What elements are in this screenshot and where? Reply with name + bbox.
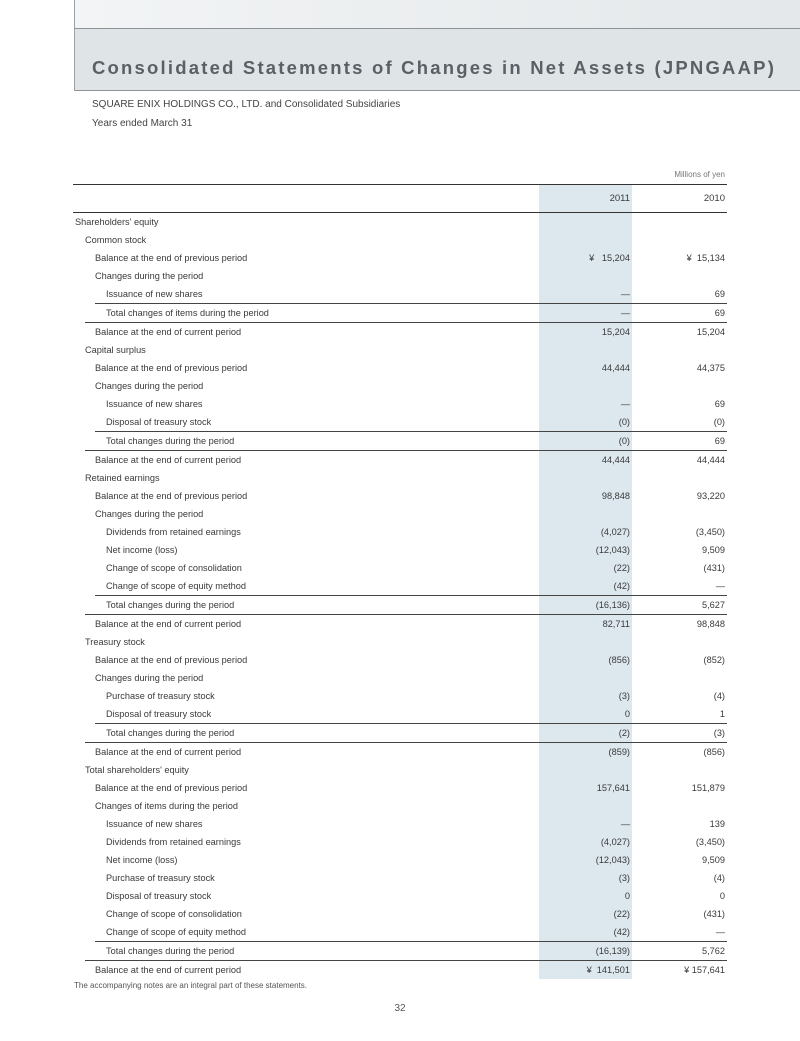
table-row xyxy=(73,249,727,267)
table-row xyxy=(73,523,727,541)
table-row xyxy=(73,505,727,523)
table-row xyxy=(73,833,727,851)
value-2010: 15,204 xyxy=(696,327,725,337)
value-2011: (2) xyxy=(618,728,630,738)
row-label: Dividends from retained earnings xyxy=(106,837,241,847)
value-2011: (4,027) xyxy=(600,527,630,537)
value-2011: (16,136) xyxy=(595,600,630,610)
row-label: Balance at the end of current period xyxy=(95,747,242,757)
row-label: Issuance of new shares xyxy=(106,819,203,829)
table-row xyxy=(85,614,727,633)
value-2010: 93,220 xyxy=(696,491,725,501)
table-row xyxy=(73,705,727,723)
table-row xyxy=(95,431,727,450)
value-2010 xyxy=(632,761,727,779)
table-row xyxy=(85,450,727,469)
table-row xyxy=(73,487,727,505)
row-label: Purchase of treasury stock xyxy=(106,873,215,883)
table-row xyxy=(73,285,727,303)
value-2010: 139 xyxy=(709,819,725,829)
row-label: Issuance of new shares xyxy=(106,399,203,409)
value-2011: (0) xyxy=(618,417,630,427)
value-2010: (0) xyxy=(713,417,725,427)
table-row xyxy=(73,905,727,923)
table-row xyxy=(73,359,727,377)
table-row xyxy=(73,231,727,249)
table-row xyxy=(73,851,727,869)
row-label: Balance at the end of previous period xyxy=(95,655,248,665)
row-label: Change of scope of consolidation xyxy=(106,909,242,919)
value-2010: — xyxy=(715,927,725,937)
value-2010: (856) xyxy=(703,747,725,757)
table-row xyxy=(73,633,727,651)
value-2011 xyxy=(539,633,632,651)
table-row xyxy=(73,815,727,833)
value-2011: 157,641 xyxy=(596,783,630,793)
row-label: Capital surplus xyxy=(85,345,146,355)
row-label: Balance at the end of current period xyxy=(95,619,242,629)
value-2011: (12,043) xyxy=(595,855,630,865)
value-2010: 9,509 xyxy=(702,545,725,555)
row-label: Net income (loss) xyxy=(106,855,178,865)
value-2010: ¥ 157,641 xyxy=(684,965,725,975)
value-2010: 69 xyxy=(714,308,725,318)
value-2011: (42) xyxy=(613,927,630,937)
table-row xyxy=(95,941,727,960)
fiscal-period: Years ended March 31 xyxy=(92,118,193,129)
value-2010: 44,375 xyxy=(696,363,725,373)
row-label: Total changes during the period xyxy=(106,728,235,738)
value-2010: 69 xyxy=(714,289,725,299)
row-label: Dividends from retained earnings xyxy=(106,527,241,537)
value-2011 xyxy=(539,469,632,487)
row-label: Change of scope of equity method xyxy=(106,581,246,591)
value-2010: (3,450) xyxy=(695,527,725,537)
table-row xyxy=(73,687,727,705)
value-2011: (22) xyxy=(613,909,630,919)
value-2011: — xyxy=(620,819,630,829)
table-row xyxy=(73,469,727,487)
value-2011 xyxy=(539,267,632,285)
value-2011: (0) xyxy=(618,436,630,446)
value-2011: 98,848 xyxy=(601,491,630,501)
value-2010 xyxy=(632,341,727,359)
row-label: Treasury stock xyxy=(85,637,145,647)
table-row xyxy=(95,303,727,322)
value-2011: (42) xyxy=(613,581,630,591)
row-label: Changes during the period xyxy=(95,381,204,391)
value-2011 xyxy=(539,377,632,395)
value-2010: 1 xyxy=(719,709,725,719)
row-label: Balance at the end of previous period xyxy=(95,253,248,263)
value-2011 xyxy=(539,505,632,523)
row-label: Total changes during the period xyxy=(106,600,235,610)
header-top-band xyxy=(74,0,800,28)
table-row xyxy=(73,267,727,285)
table-row xyxy=(73,797,727,815)
value-2011: (856) xyxy=(608,655,630,665)
row-label: Balance at the end of previous period xyxy=(95,363,248,373)
value-2010: (3,450) xyxy=(695,837,725,847)
value-2011: (16,139) xyxy=(595,946,630,956)
value-2011 xyxy=(539,213,632,231)
value-2010: 9,509 xyxy=(702,855,725,865)
value-2011: — xyxy=(620,399,630,409)
value-2011 xyxy=(539,231,632,249)
row-label: Balance at the end of current period xyxy=(95,965,242,975)
value-2011: (3) xyxy=(618,691,630,701)
row-label: Total changes during the period xyxy=(106,946,235,956)
table-row xyxy=(85,322,727,341)
table-row xyxy=(85,960,727,979)
table-row xyxy=(73,651,727,669)
company-name: SQUARE ENIX HOLDINGS CO., LTD. and Consolidated Subsidiaries xyxy=(92,99,401,110)
value-2010: 69 xyxy=(714,399,725,409)
value-2011: (859) xyxy=(608,747,630,757)
value-2010: (431) xyxy=(703,563,725,573)
table-row xyxy=(73,341,727,359)
table-row xyxy=(95,723,727,742)
value-2010 xyxy=(632,797,727,815)
table-row xyxy=(73,887,727,905)
value-2010 xyxy=(632,231,727,249)
row-label: Retained earnings xyxy=(85,473,160,483)
table-row xyxy=(73,213,727,231)
value-2011: ¥ 15,204 xyxy=(589,253,630,263)
row-label: Changes of items during the period xyxy=(95,801,239,811)
value-2010 xyxy=(632,505,727,523)
footnote: The accompanying notes are an integral part of these statements. xyxy=(74,981,308,990)
value-2010: 5,762 xyxy=(702,946,725,956)
row-label: Disposal of treasury stock xyxy=(106,891,212,901)
value-2011 xyxy=(539,341,632,359)
value-2010: 151,879 xyxy=(691,783,725,793)
table-row xyxy=(73,541,727,559)
row-label: Balance at the end of current period xyxy=(95,327,242,337)
row-label: Disposal of treasury stock xyxy=(106,417,212,427)
value-2010: 44,444 xyxy=(696,455,725,465)
value-2010 xyxy=(632,267,727,285)
value-2011: 44,444 xyxy=(601,363,630,373)
value-2011: (12,043) xyxy=(595,545,630,555)
row-label: Total changes during the period xyxy=(106,436,235,446)
value-2010: (852) xyxy=(703,655,725,665)
value-2010: 5,627 xyxy=(702,600,725,610)
value-2011: (22) xyxy=(613,563,630,573)
row-label: Total changes of items during the period xyxy=(106,308,269,318)
row-label: Total shareholders' equity xyxy=(85,765,189,775)
row-label: Change of scope of equity method xyxy=(106,927,246,937)
value-2011 xyxy=(539,761,632,779)
row-label: Disposal of treasury stock xyxy=(106,709,212,719)
value-2010 xyxy=(632,213,727,231)
value-2010: (4) xyxy=(713,873,725,883)
value-2011: — xyxy=(620,289,630,299)
column-header-2010: 2010 xyxy=(703,193,725,204)
table-row xyxy=(73,413,727,431)
table-row xyxy=(85,742,727,761)
value-2011: (3) xyxy=(618,873,630,883)
row-label: Purchase of treasury stock xyxy=(106,691,215,701)
value-2011: — xyxy=(620,308,630,318)
table-header-row xyxy=(73,184,727,213)
row-label: Balance at the end of previous period xyxy=(95,783,248,793)
net-assets-table xyxy=(73,170,727,990)
table-row xyxy=(73,377,727,395)
value-2010: ¥ 15,134 xyxy=(686,253,725,263)
table-row xyxy=(73,559,727,577)
page-title: Consolidated Statements of Changes in Net Assets (JPNGAAP) xyxy=(92,57,777,78)
value-2010 xyxy=(632,669,727,687)
value-2011: 0 xyxy=(624,709,630,719)
row-label: Changes during the period xyxy=(95,509,204,519)
value-2011 xyxy=(539,669,632,687)
value-2010: (3) xyxy=(713,728,725,738)
value-2011: 82,711 xyxy=(602,619,630,629)
table-row xyxy=(73,577,727,595)
table-row xyxy=(73,923,727,941)
units-label: Millions of yen xyxy=(674,170,725,179)
value-2011: 0 xyxy=(624,891,630,901)
row-label: Change of scope of consolidation xyxy=(106,563,242,573)
table-row xyxy=(73,669,727,687)
value-2010: 98,848 xyxy=(696,619,725,629)
value-2010 xyxy=(632,469,727,487)
row-label: Shareholders' equity xyxy=(75,217,159,227)
row-label: Changes during the period xyxy=(95,673,204,683)
table-row xyxy=(95,595,727,614)
row-label: Balance at the end of previous period xyxy=(95,491,248,501)
value-2010: (431) xyxy=(703,909,725,919)
value-2010: — xyxy=(715,581,725,591)
row-label: Net income (loss) xyxy=(106,545,178,555)
value-2011: ¥ 141,501 xyxy=(586,965,630,975)
table-row xyxy=(73,395,727,413)
table-row xyxy=(73,761,727,779)
row-label: Changes during the period xyxy=(95,271,204,281)
value-2011: (4,027) xyxy=(600,837,630,847)
table-row xyxy=(73,779,727,797)
value-2010 xyxy=(632,377,727,395)
value-2010: 0 xyxy=(719,891,725,901)
page-number: 32 xyxy=(394,1003,406,1014)
value-2010: 69 xyxy=(714,436,725,446)
row-label: Common stock xyxy=(85,235,147,245)
row-label: Issuance of new shares xyxy=(106,289,203,299)
table-row xyxy=(73,869,727,887)
column-header-2011: 2011 xyxy=(609,193,630,204)
value-2010 xyxy=(632,633,727,651)
row-label: Balance at the end of current period xyxy=(95,455,242,465)
value-2011: 44,444 xyxy=(601,455,630,465)
value-2011 xyxy=(539,797,632,815)
table-body xyxy=(73,213,727,979)
value-2011: 15,204 xyxy=(601,327,630,337)
value-2010: (4) xyxy=(713,691,725,701)
